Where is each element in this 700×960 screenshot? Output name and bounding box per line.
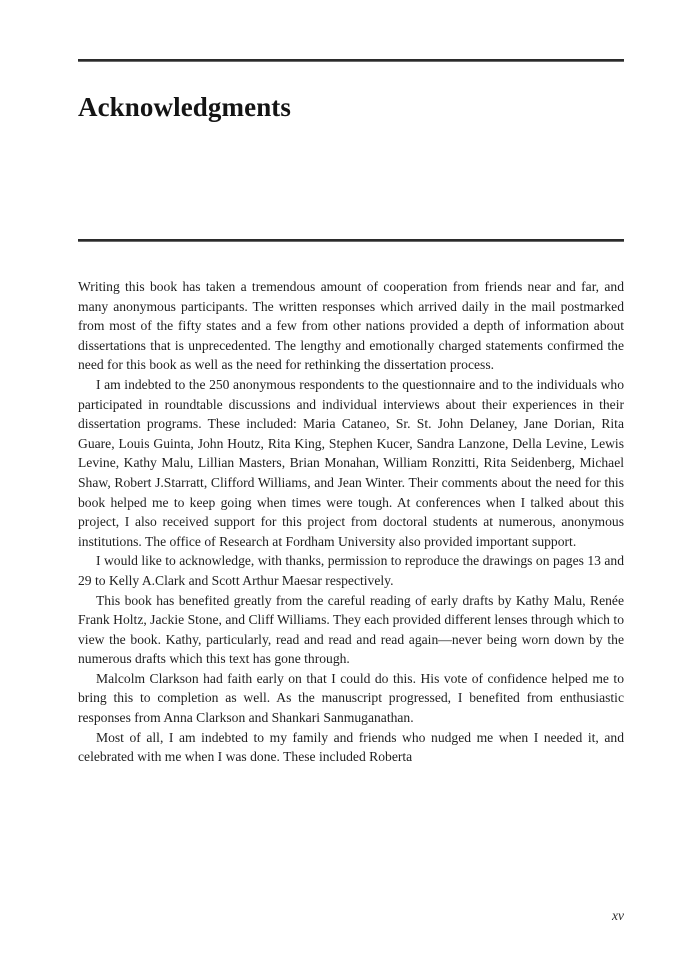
body-text (78, 277, 624, 767)
paragraph: I am indebted to the 250 anonymous respondents to the questionnaire and to the individuals who participated in roundtable discussions and individual interviews about their experiences in their dissertation programs. These included: Maria Cataneo, Sr. St. John Delaney, Jane Dorian, Rita Guare, Louis Guinta, John Houtz, Rita King, Stephen Kucer, Sandra Lanzone, Della Levine, Lewis Levine, Kathy Malu, Lillian Masters, Brian Monahan, William Ronzitti, Rita Seidenberg, Michael Shaw, Robert J.Starratt, Clifford Williams, and Jean Winter. Their comments about the need for this book helped me to keep going when times were tough. At conferences when I talked about this project, I also received support for this project from doctoral students at numerous, anonymous institutions. The office of Research at Fordham University also provided important support. (78, 376, 624, 549)
header-rule-bottom (78, 239, 624, 242)
paragraph: This book has benefited greatly from the careful reading of early drafts by Kathy Malu, Renée Frank Holtz, Jackie Stone, and Cliff Williams. They each provided different lenses through which to view the book. Kathy, particularly, read and read and read again—never being worn down by the numerous drafts which this text has gone through. (78, 592, 624, 667)
paragraph: Writing this book has taken a tremendous amount of cooperation from friends near and far, and many anonymous participants. The written responses which arrived daily in the mail postmarked from most of the fifty states and a few from other nations provided a depth of information about dissertations that is unprecedented. The lengthy and emotionally charged statements confirmed the need for this book as well as the need for rethinking the dissertation process. (78, 279, 624, 373)
paragraph: I would like to acknowledge, with thanks, permission to reproduce the drawings on pages 13 and 29 to Kelly A.Clark and Scott Arthur Maesar respectively. (78, 553, 624, 588)
page-title: Acknowledgments (78, 92, 292, 123)
page-number: xv (612, 908, 624, 923)
paragraph: Malcolm Clarkson had faith early on that I could do this. His vote of confidence helped me to bring this to completion as well. As the manuscript progressed, I benefited from enthusiastic responses from Anna Clarkson and Shankari Sanmuganathan. (78, 670, 624, 726)
paragraph: Most of all, I am indebted to my family and friends who nudged me when I needed it, and celebrated with me when I was done. These included Roberta (78, 729, 624, 765)
header-rule-top (78, 59, 624, 62)
